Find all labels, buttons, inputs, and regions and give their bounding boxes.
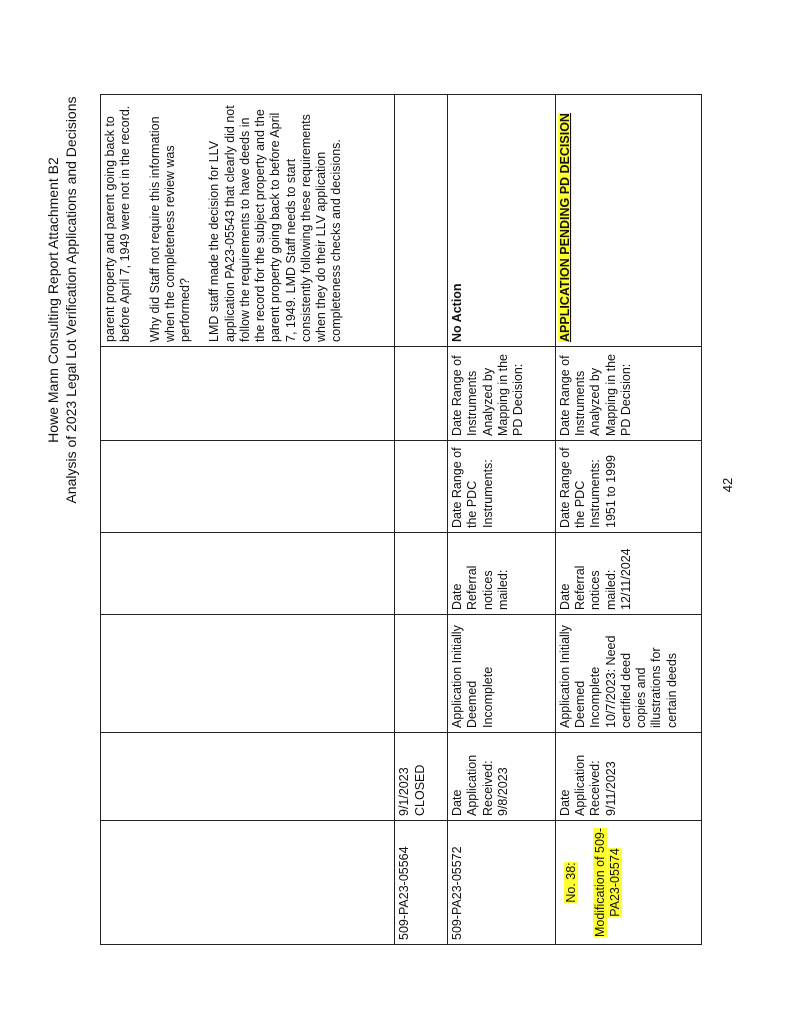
cell-date-received: Date Application Received: 9/11/2023 bbox=[555, 733, 701, 821]
llv-applications-table bbox=[100, 94, 702, 945]
cell-completeness bbox=[101, 615, 395, 733]
modification-label: Modification of 509-PA23-05574 bbox=[593, 827, 623, 938]
cell-referral: Date Referral notices mailed: bbox=[448, 533, 556, 615]
header-title: Howe Mann Consulting Report Attachment B2 bbox=[45, 157, 61, 443]
cell-analysis bbox=[555, 95, 701, 347]
cell-referral bbox=[101, 533, 395, 615]
cell-completeness: Application Initially Deemed Incomplete 10/7/2023: Need certified deed copies and illustrations for certain deeds bbox=[555, 615, 701, 733]
cell-analysis: No Action bbox=[448, 95, 556, 347]
cell-mapping-range: Date Range of Instruments Analyzed by Mapping in the PD Decision: bbox=[555, 347, 701, 441]
table-row bbox=[448, 95, 556, 945]
cell-pdc-range: Date Range of the PDC Instruments: 1951 to 1999 bbox=[555, 441, 701, 533]
cell-analysis bbox=[395, 95, 448, 347]
item-number: No. 38: bbox=[563, 862, 578, 903]
cell-completeness: Application Initially Deemed Incomplete bbox=[448, 615, 556, 733]
cell-date-received: Date Application Received: 9/8/2023 bbox=[448, 733, 556, 821]
cell-pdc-range bbox=[101, 441, 395, 533]
table-row bbox=[555, 95, 701, 945]
cell-mapping-range bbox=[101, 347, 395, 441]
cell-application-id bbox=[101, 821, 395, 945]
cell-pdc-range bbox=[395, 441, 448, 533]
cell-pdc-range: Date Range of the PDC Instruments: bbox=[448, 441, 556, 533]
analysis-paragraph: parent property and parent going back to before April 7, 1949 were not in the record. bbox=[103, 105, 133, 342]
cell-analysis bbox=[101, 95, 395, 347]
cell-referral bbox=[395, 533, 448, 615]
analysis-paragraph: LMD staff made the decision for LLV application PA23-05543 that clearly did not follow the requirements to have deeds in the record for the subject property and the parent property going back to before April 7, 1949. LMD Staff needs to start consistently following these requirements when they do their LLV application completeness checks and decisions. bbox=[207, 105, 344, 342]
cell-completeness bbox=[395, 615, 448, 733]
table-row bbox=[101, 95, 395, 945]
cell-date-received: 9/1/2023 CLOSED bbox=[395, 733, 448, 821]
cell-date-received bbox=[101, 733, 395, 821]
cell-application-id bbox=[555, 821, 701, 945]
header-subtitle: Analysis of 2023 Legal Lot Verification Applications and Decisions bbox=[63, 96, 79, 504]
cell-application-id: 509-PA23-05572 bbox=[448, 821, 556, 945]
table-row bbox=[395, 95, 448, 945]
pending-status: APPLICATION PENDING PD DECISION bbox=[557, 113, 572, 342]
analysis-paragraph: Why did Staff not require this information when the completeness review was performed? bbox=[147, 116, 192, 342]
cell-referral: Date Referral notices mailed: 12/11/2024 bbox=[555, 533, 701, 615]
cell-mapping-range bbox=[395, 347, 448, 441]
rotated-table-area bbox=[100, 95, 800, 940]
cell-mapping-range: Date Range of Instruments Analyzed by Mapping in the PD Decision: bbox=[448, 347, 556, 441]
cell-application-id: 509-PA23-05564 bbox=[395, 821, 448, 945]
